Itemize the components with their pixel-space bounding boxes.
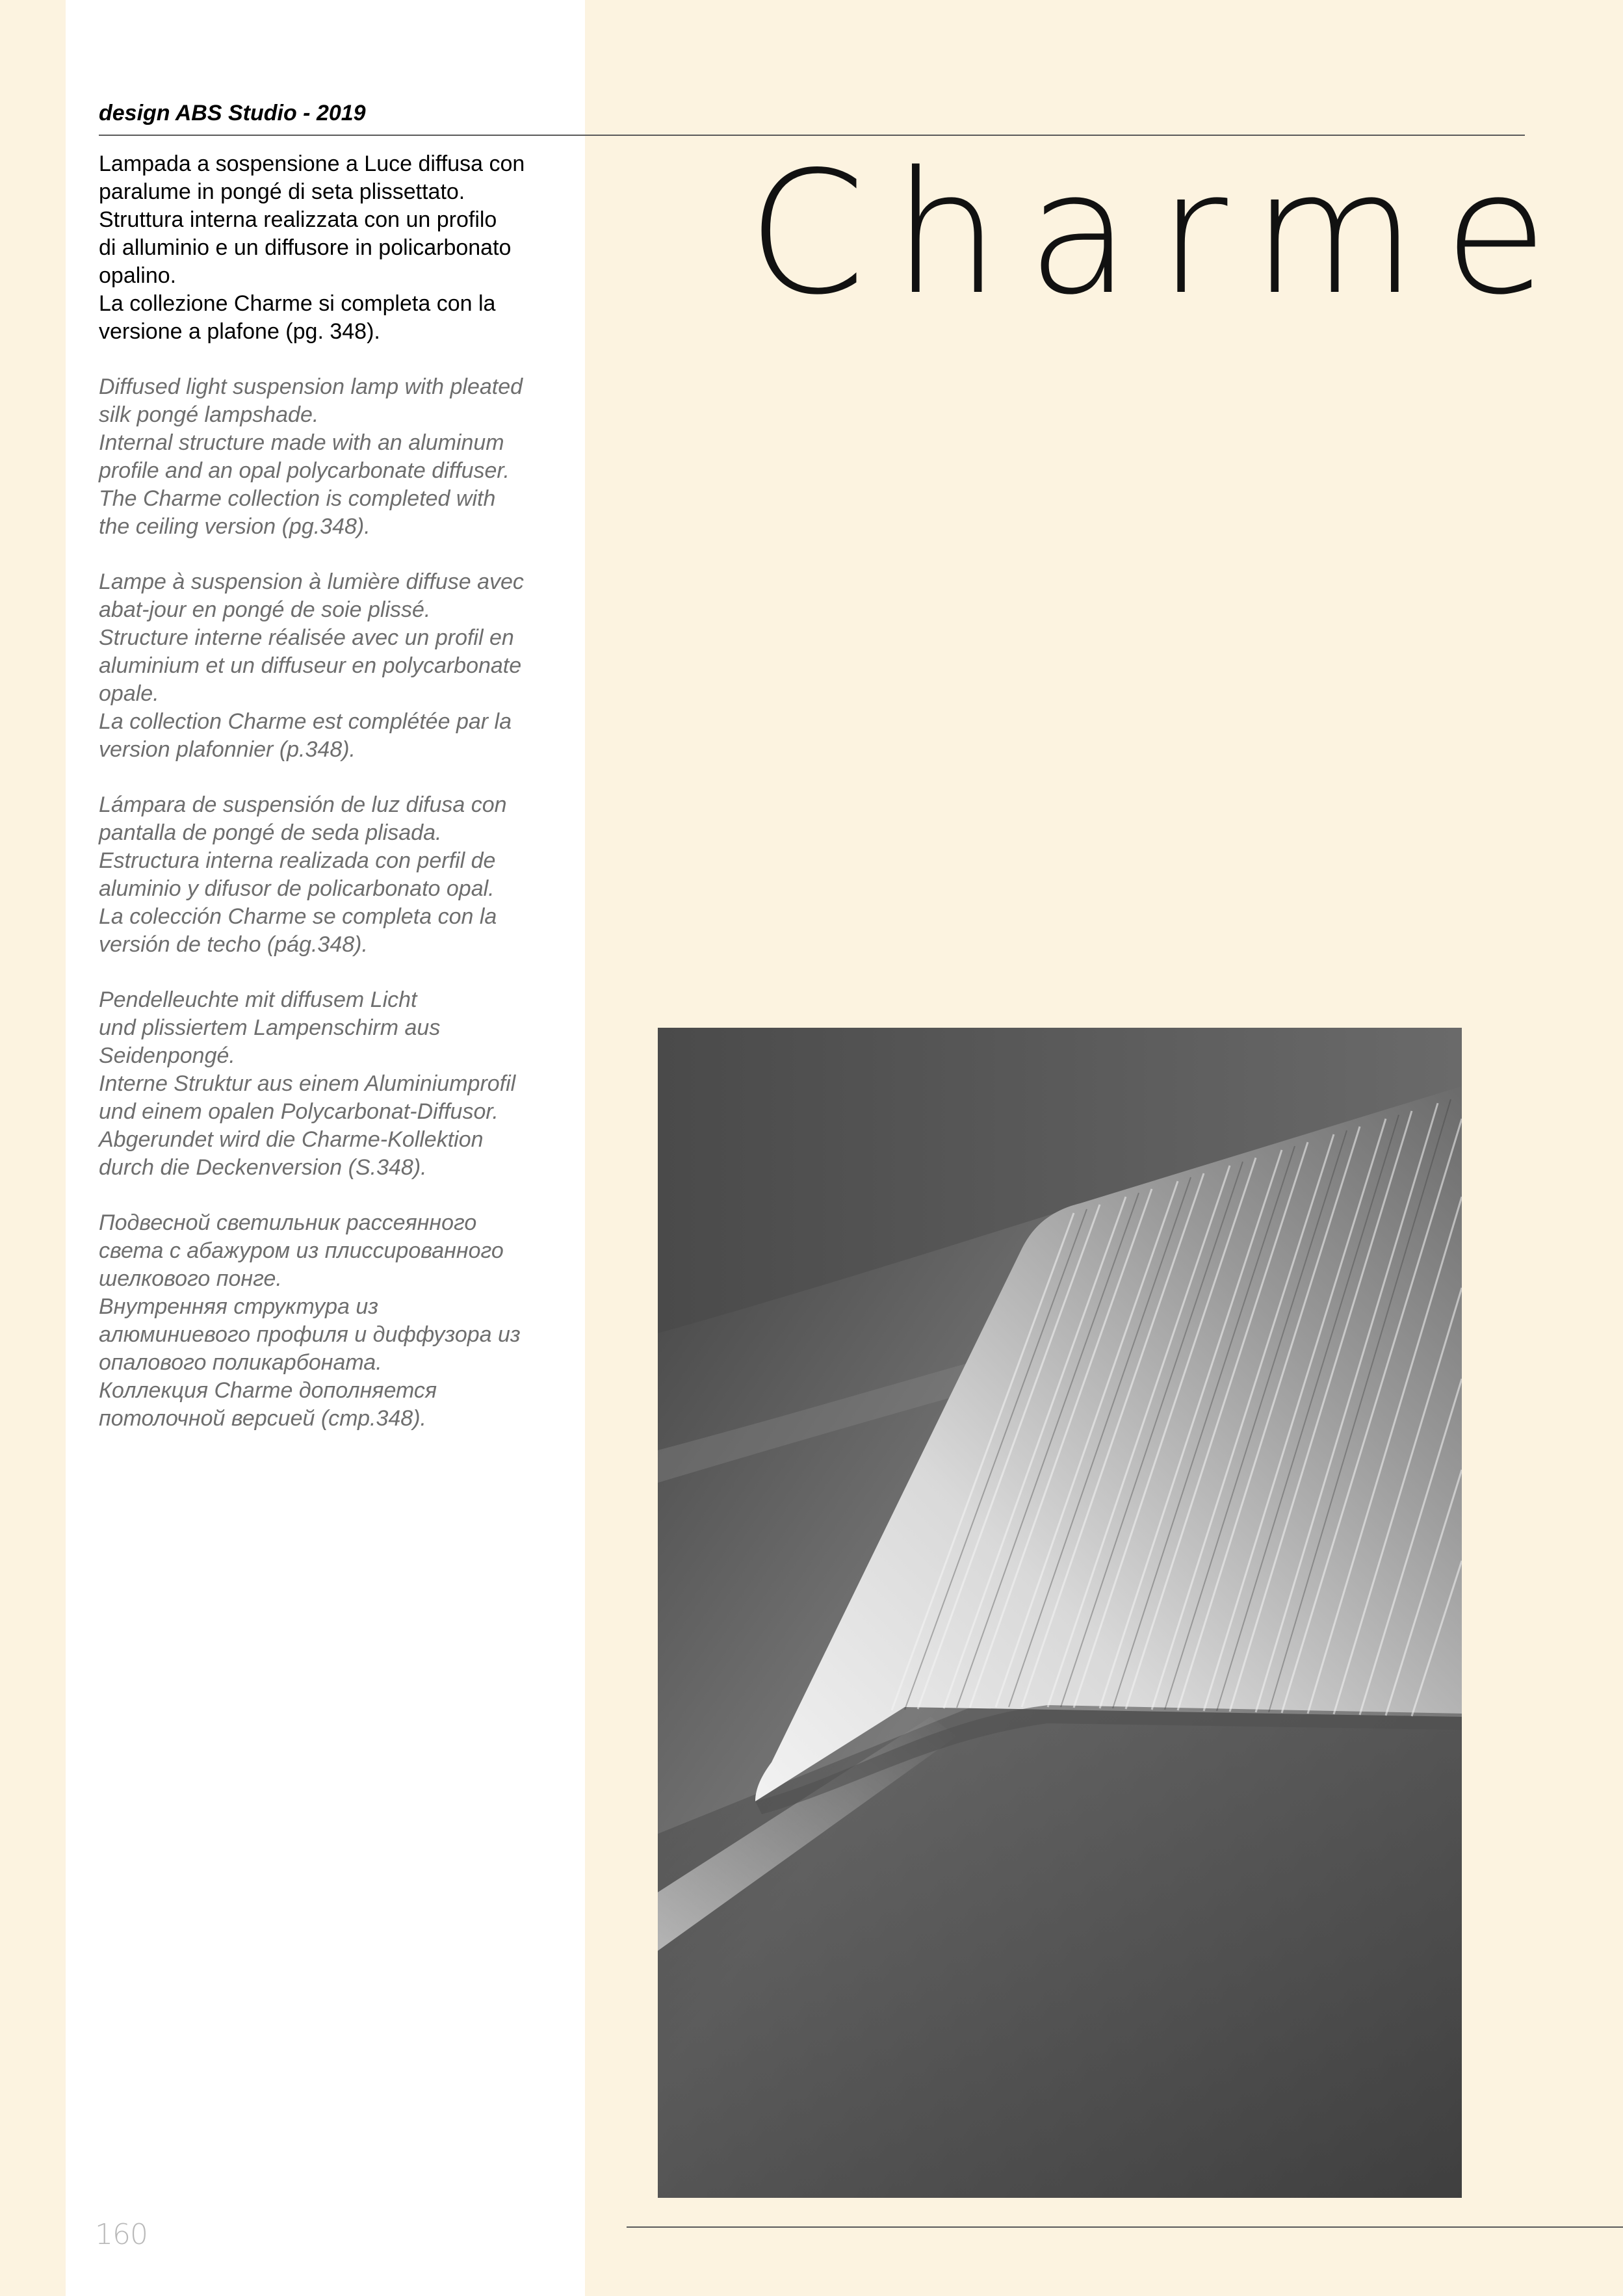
- page-number: 160: [95, 2218, 148, 2251]
- description-spanish: Lámpara de suspensión de luz difusa con pantalla de pongé de seda plisada. Estructura interna realizada con perfil de aluminio y difusor de policarbonato opal. La colección Charme se completa con la versión de techo (pág.348).: [99, 792, 507, 957]
- page-title: Charme: [747, 136, 1576, 332]
- product-photo: [658, 1028, 1462, 2198]
- description-english: Diffused light suspension lamp with pleated silk pongé lampshade. Internal structure made with an aluminum profile and an opal polycarbonate diffuser. The Charme collection is completed with the ceiling version (pg.348).: [99, 374, 523, 539]
- description-italian: Lampada a sospensione a Luce diffusa con paralume in pongé di seta plissettato. Struttura interna realizzata con un profilo di alluminio e un diffusore in policarbonato opalino. La collezione Charme si completa con la versione a plafone (pg. 348).: [99, 151, 525, 344]
- description-german: Pendelleuchte mit diffusem Licht und plissiertem Lampenschirm aus Seidenpongé. Interne Struktur aus einem Aluminiumprofil und einem opalen Polycarbonat-Diffusor. Abgerundet wird die Charme-Kollektion durch die Deckenversion (S.348).: [99, 987, 516, 1180]
- description-french: Lampe à suspension à lumière diffuse avec abat-jour en pongé de soie plissé. Structure interne réalisée avec un profil en aluminium et un diffuseur en polycarbonate opale. La collection Charme est complétée par la version plafonnier (p.348).: [99, 569, 524, 762]
- description-russian: Подвесной светильник рассеянного света с абажуром из плиссированного шелкового понге. Внутренняя структура из алюминиевого профиля и диффузора из опалового поликарбоната. Коллекция Charme дополняется потолочной версией (стр.348).: [99, 1210, 521, 1431]
- description-column: [99, 150, 567, 1460]
- designer-credit: design ABS Studio - 2019: [99, 101, 366, 125]
- footer-divider: [627, 2226, 1623, 2228]
